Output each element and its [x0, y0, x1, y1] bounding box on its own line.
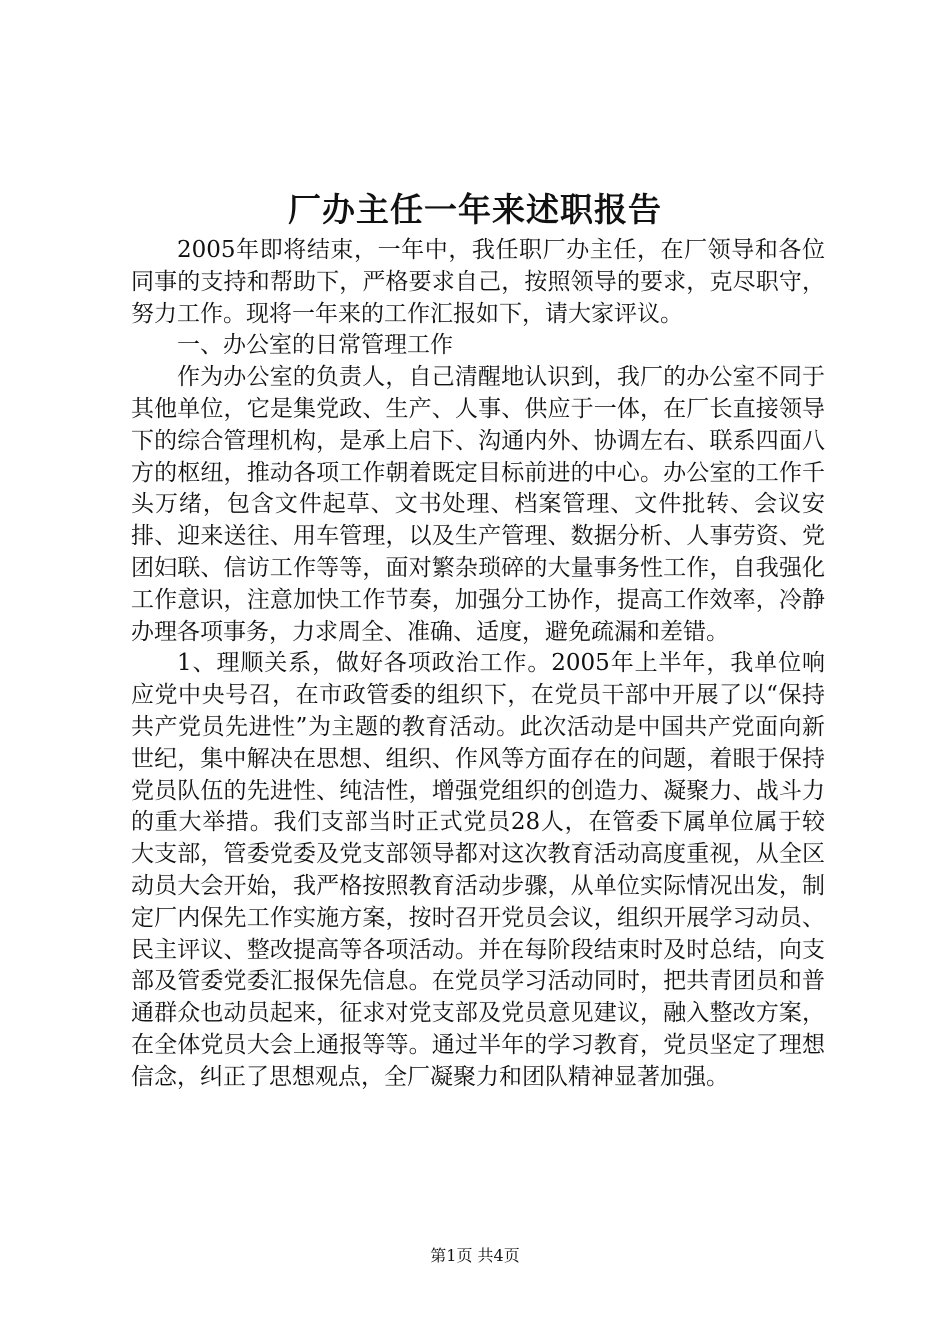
document-body — [131, 235, 825, 1094]
section-heading: 一、办公室的日常管理工作 — [177, 332, 453, 359]
page-number-footer: 第1页 共4页 — [430, 1246, 520, 1265]
paragraph-intro: 2005年即将结束，一年中，我任职厂办主任，在厂领导和各位同事的支持和帮助下，严格要求自己，按照领导的要求，克尽职守，努力工作。现将一年来的工作汇报如下，请大家评议。 — [131, 237, 825, 327]
paragraph-office-role: 作为办公室的负责人，自己清醒地认识到，我厂的办公室不同于其他单位，它是集党政、生产、人事、供应于一体，在厂长直接领导下的综合管理机构，是承上启下、沟通内外、协调左右、联系四面八方的枢纽，推动各项工作朝着既定目标前进的中心。办公室的工作千头万绪，包含文件起草、文书处理、档案管理、文件批转、会议安排、迎来送往、用车管理，以及生产管理、数据分析、人事劳资、党团妇联、信访工作等等，面对繁杂琐碎的大量事务性工作，自我强化工作意识，注意加快工作节奏，加强分工协作，提高工作效率，冷静办理各项事务，力求周全、准确、适度，避免疏漏和差错。 — [131, 364, 825, 645]
paragraph-political-work: 1、理顺关系，做好各项政治工作。2005年上半年，我单位响应党中央号召，在市政管委的组织下，在党员干部中开展了以“保持共产党员先进性”为主题的教育活动。此次活动是中国共产党面向新世纪，集中解决在思想、组织、作风等方面存在的问题，着眼于保持党员队伍的先进性、纯洁性，增强党组织的创造力、凝聚力、战斗力的重大举措。我们支部当时正式党员28人，在管委下属单位属于较大支部，管委党委及党支部领导都对这次教育活动高度重视，从全区动员大会开始，我严格按照教育活动步骤，从单位实际情况出发，制定厂内保先工作实施方案，按时召开党员会议，组织开展学习动员、民主评议、整改提高等各项活动。并在每阶段结束时及时总结，向支部及管委党委汇报保先信息。在党员学习活动同时，把共青团员和普通群众也动员起来，征求对党支部及党员意见建议，融入整改方案，在全体党员大会上通报等等。通过半年的学习教育，党员坚定了理想信念，纠正了思想观点，全厂凝聚力和团队精神显著加强。 — [131, 650, 825, 1090]
document-title: 厂办主任一年来述职报告 — [288, 190, 662, 229]
